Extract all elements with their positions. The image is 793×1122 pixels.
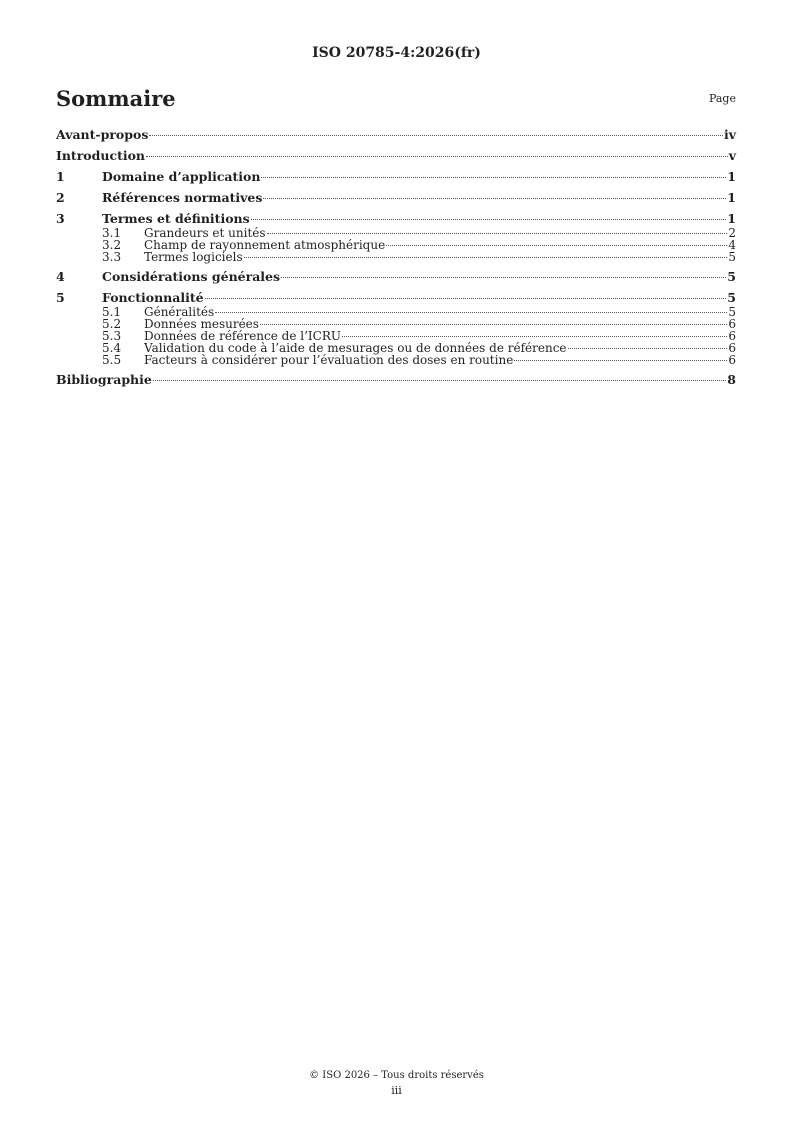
toc-entry-number: 2 [56,190,65,205]
dot-leader [568,348,728,349]
toc-entry-label: Avant-propos [56,127,149,142]
toc-entry-page: 5 [728,305,736,319]
toc-entry-number: 5.3 [102,329,122,343]
dot-leader [205,298,727,299]
toc-entry-label: Données de référence de l’ICRU [144,329,341,343]
toc-entry-page: 1 [727,169,736,184]
toc-entry-page: 5 [727,269,736,284]
dot-leader [153,380,726,381]
toc-heading-row [56,86,736,114]
toc-entry-label: Termes et définitions [102,211,250,226]
dot-leader [251,219,727,220]
dot-leader [244,257,728,258]
toc-entry-number: 5.4 [102,341,122,355]
toc-entry-page: 5 [728,250,736,264]
toc-entry-page: iv [723,127,736,142]
dot-leader [260,324,727,325]
dot-leader [215,312,727,313]
toc-entry-page: 8 [727,372,736,387]
toc-entry[interactable] [56,211,736,226]
toc-entry-page: 6 [728,329,736,343]
toc-entry[interactable] [56,269,736,284]
dot-leader [261,177,726,178]
toc-entry-label: Domaine d’application [102,169,261,184]
toc-entry-page: 1 [727,211,736,226]
toc-entry-label: Données mesurées [144,317,259,331]
toc-entry[interactable] [56,127,736,142]
toc-entry-label: Fonctionnalité [102,290,204,305]
dot-leader [149,135,723,136]
toc-entry-label: Bibliographie [56,372,152,387]
toc-entry-label: Grandeurs et unités [144,226,266,240]
toc-entry-page: 4 [728,238,736,252]
toc-subentry[interactable] [56,251,736,263]
toc-entry-number: 5.1 [102,305,122,319]
toc-entry-page: v [728,148,736,163]
page-footer [0,1068,793,1098]
dot-leader [281,277,726,278]
toc-entry-page: 6 [728,353,736,367]
toc-entry-number: 1 [56,169,65,184]
toc-entry-page: 6 [728,317,736,331]
toc-entry[interactable] [56,290,736,305]
toc-entry-number: 3 [56,211,65,226]
toc-entry-number: 3.2 [102,238,122,252]
toc-entry-label: Champ de rayonnement atmosphérique [144,238,386,252]
toc-entry-number: 5 [56,290,65,305]
toc-entry[interactable] [56,148,736,163]
toc-entry-page: 2 [728,226,736,240]
dot-leader [386,245,727,246]
dot-leader [267,233,728,234]
toc-entry-label: Introduction [56,148,146,163]
toc-title: Sommaire [56,86,176,111]
toc-entry-number: 3.1 [102,226,122,240]
toc-entry[interactable] [56,169,736,184]
toc-subentry[interactable] [56,354,736,366]
dot-leader [146,156,728,157]
toc-entry[interactable] [56,372,736,387]
toc-entry-number: 4 [56,269,65,284]
toc-entry-number: 5.2 [102,317,122,331]
toc-entry-label: Validation du code à l’aide de mesurages ou de données de référence [144,341,567,355]
toc-entry-label: Références normatives [102,190,263,205]
toc-entry-number: 3.3 [102,250,122,264]
toc-entry-label: Termes logiciels [144,250,243,264]
toc-entry-label: Considérations générales [102,269,281,284]
toc-entry[interactable] [56,190,736,205]
table-of-contents [56,127,736,387]
dot-leader [342,336,727,337]
toc-entry-label: Facteurs à considérer pour l’évaluation des doses en routine [144,353,514,367]
document-id-header: ISO 20785-4:2026(fr) [312,45,481,61]
dot-leader [263,198,726,199]
toc-entry-number: 5.5 [102,353,122,367]
page-column-label: Page [708,92,736,105]
toc-entry-page: 5 [727,290,736,305]
copyright-notice: © ISO 2026 – Tous droits réservés [309,1070,484,1081]
toc-entry-page: 6 [728,341,736,355]
toc-entry-label: Généralités [144,305,215,319]
dot-leader [514,360,727,361]
page-number: iii [391,1084,402,1097]
toc-entry-page: 1 [727,190,736,205]
